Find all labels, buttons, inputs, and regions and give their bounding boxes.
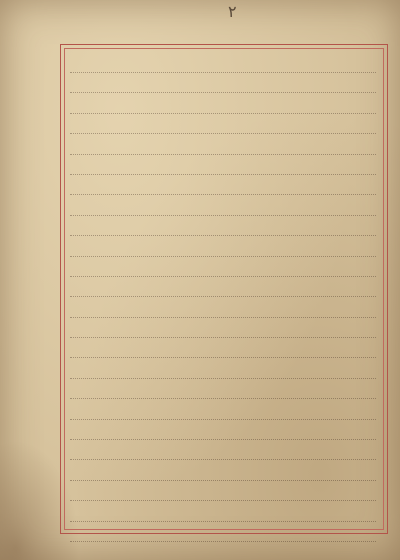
- text-line: [70, 503, 376, 522]
- text-line: [70, 401, 376, 420]
- text-line: [70, 238, 376, 257]
- text-line: [70, 360, 376, 379]
- text-line: [70, 156, 376, 175]
- margin-note: [6, 150, 56, 410]
- text-block: [70, 54, 376, 524]
- text-line: [70, 339, 376, 358]
- text-line: [70, 74, 376, 93]
- text-line: [70, 421, 376, 440]
- text-line: [70, 523, 376, 542]
- text-line: [70, 197, 376, 216]
- text-line: [70, 115, 376, 134]
- text-line: [70, 176, 376, 195]
- text-line: [70, 441, 376, 460]
- text-line: [70, 54, 376, 73]
- folio-number: ٢: [228, 2, 237, 21]
- text-line: [70, 319, 376, 338]
- text-line: [70, 217, 376, 236]
- text-line: [70, 462, 376, 481]
- text-line: [70, 380, 376, 399]
- text-line: [70, 482, 376, 501]
- text-line: [70, 299, 376, 318]
- text-line: [70, 95, 376, 114]
- text-line: [70, 278, 376, 297]
- text-line: [70, 136, 376, 155]
- text-line: [70, 258, 376, 277]
